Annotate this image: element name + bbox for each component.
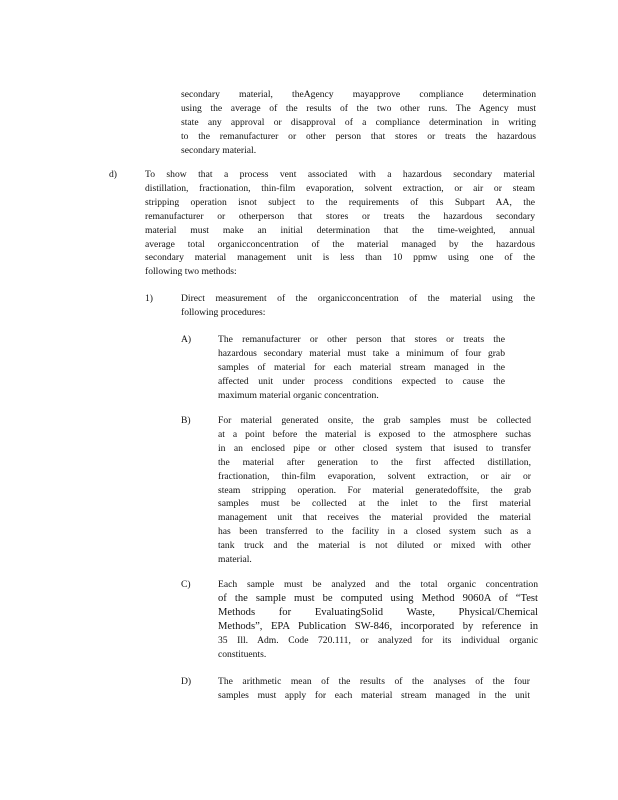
- text-line: to the remanufacturer or other person that stores or treats the hazardous: [181, 130, 536, 142]
- text-line: samples must be collected at the inlet to the first material: [218, 498, 531, 510]
- text-line: tank truck and the material is not diluted or mixed with other: [218, 540, 531, 552]
- text-line: secondary material, theAgency mayapprove compliance determination: [181, 89, 536, 100]
- item-C-label: C): [181, 579, 191, 590]
- item-B-paragraph: [218, 414, 531, 567]
- text-line: in an enclosed pipe or other closed system that isused to transfer: [218, 442, 531, 454]
- text-line: management unit that receives the material provided the material: [218, 512, 531, 524]
- item-D-label: D): [181, 676, 192, 687]
- text-line: constituents.: [218, 648, 267, 660]
- item-B-label: B): [181, 415, 191, 426]
- text-line: affected unit under process conditions expected to cause the: [218, 375, 505, 387]
- text-line: has been transferred to the facility in a closed system such as a: [218, 526, 531, 538]
- text-line: The arithmetic mean of the results of the analyses of the four: [218, 676, 530, 687]
- text-line: distillation, fractionation, thin-film evaporation, solvent extraction, or air or steam: [145, 182, 535, 194]
- text-line: at a point before the material is exposed to the atmosphere suchas: [218, 428, 531, 440]
- text-line: Methods for EvaluatingSolid Waste, Physical/Chemical: [218, 606, 538, 618]
- text-line: Each sample must be analyzed and the total organic concentration: [218, 579, 538, 590]
- item-1-paragraph: [181, 292, 535, 320]
- text-line: using the average of the results of the two other runs. The Agency must: [181, 102, 536, 114]
- text-line: samples of material for each material stream managed in the: [218, 361, 505, 373]
- text-line: remanufacturer or otherperson that stores or treats the hazardous secondary: [145, 210, 535, 222]
- section-d-label: d): [109, 169, 117, 180]
- text-line: secondary material management unit is less than 10 ppmw using one of the: [145, 252, 535, 264]
- text-line: stripping operation isnot subject to the requirements of this Subpart AA, the: [145, 196, 535, 208]
- item-A-label: A): [181, 334, 192, 345]
- item-C-paragraph: [218, 578, 538, 661]
- text-line: Methods”, EPA Publication SW-846, incorporated by reference in: [218, 620, 538, 632]
- text-line: For material generated onsite, the grab samples must be collected: [218, 415, 531, 426]
- text-line: following two methods:: [145, 266, 237, 278]
- text-line: material.: [218, 554, 252, 566]
- continuation-paragraph: [181, 88, 536, 158]
- text-line: To show that a process vent associated with a hazardous secondary material: [145, 169, 535, 180]
- item-D-paragraph: [218, 675, 530, 703]
- text-line: average total organicconcentration of the material managed by the hazardous: [145, 238, 535, 250]
- text-line: following procedures:: [181, 306, 266, 318]
- text-line: The remanufacturer or other person that stores or treats the: [218, 334, 505, 345]
- item-1-label: 1): [145, 293, 153, 304]
- text-line: secondary material.: [181, 144, 257, 156]
- text-line: samples must apply for each material stream managed in the unit: [218, 689, 530, 701]
- text-line: fractionation, thin-film evaporation, solvent extraction, or air or: [218, 470, 531, 482]
- text-line: the material after generation to the first affected distillation,: [218, 456, 531, 468]
- item-A-paragraph: [218, 333, 505, 403]
- text-line: maximum material organic concentration.: [218, 389, 379, 401]
- text-line: 35 Ill. Adm. Code 720.111, or analyzed for its individual organic: [218, 634, 538, 646]
- text-line: Direct measurement of the organicconcentration of the material using the: [181, 293, 535, 304]
- text-line: hazardous secondary material must take a minimum of four grab: [218, 347, 505, 359]
- text-line: steam stripping operation. For material generatedoffsite, the grab: [218, 484, 531, 496]
- text-line: state any approval or disapproval of a compliance determination in writing: [181, 116, 536, 128]
- section-d-paragraph: [145, 168, 535, 279]
- text-line: material must make an initial determination that the time-weighted, annual: [145, 224, 535, 236]
- text-line: of the sample must be computed using Method 9060A of “Test: [218, 592, 538, 604]
